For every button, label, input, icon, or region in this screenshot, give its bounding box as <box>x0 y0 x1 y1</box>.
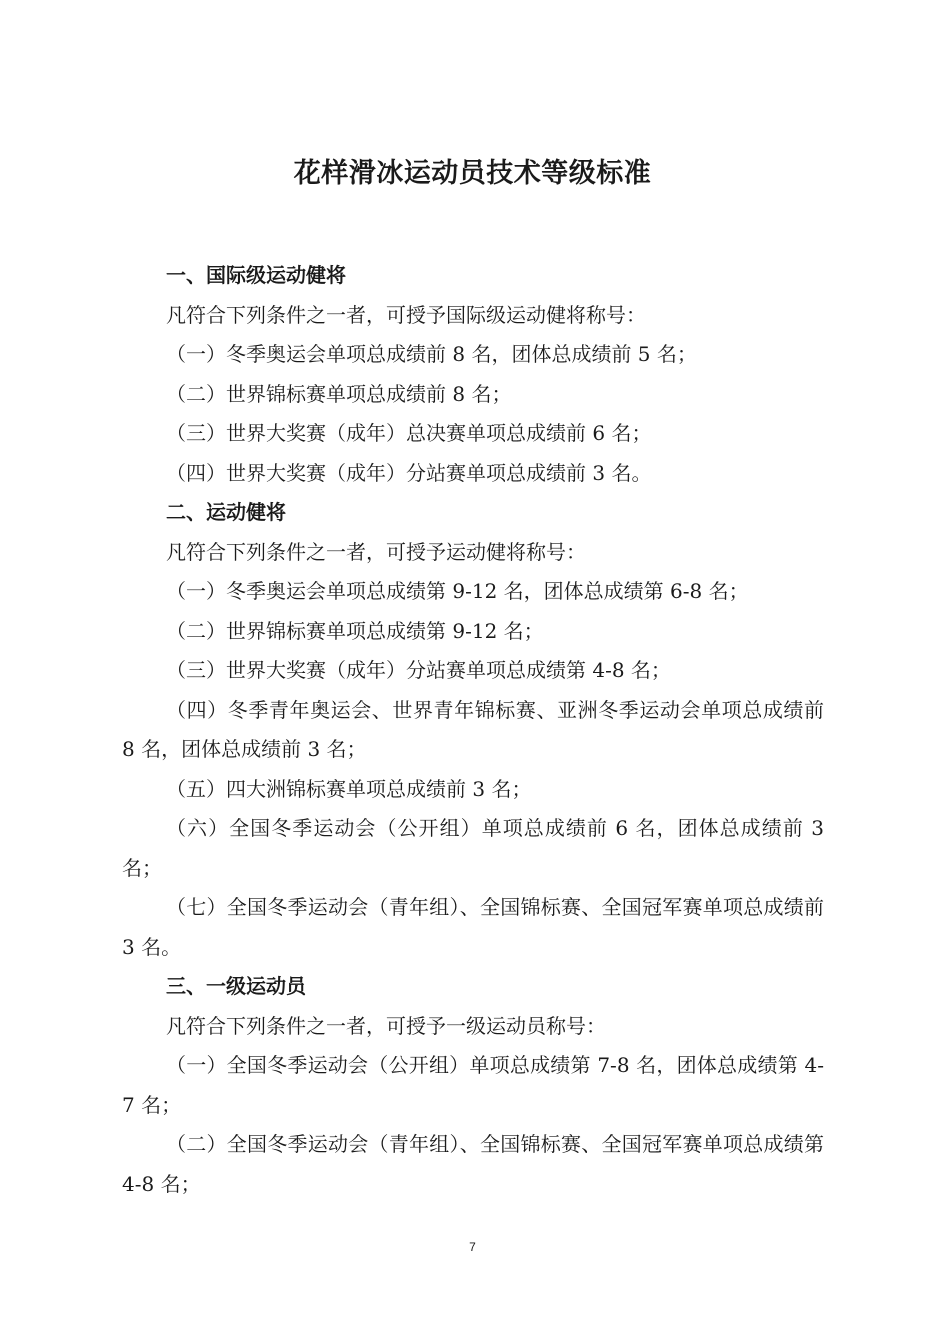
document-title: 花样滑冰运动员技术等级标准 <box>293 158 652 189</box>
criteria-item: （七）全国冬季运动会（青年组）、全国锦标赛、全国冠军赛单项总成绩前 3 名。 <box>122 895 824 959</box>
criteria-item: （五）四大洲锦标赛单项总成绩前 3 名； <box>166 776 532 801</box>
section-intro: 凡符合下列条件之一者，可授予运动健将称号： <box>166 539 586 564</box>
criteria-item: （一）冬季奥运会单项总成绩前 8 名，团体总成绩前 5 名； <box>166 342 697 366</box>
criteria-item: （一）全国冬季运动会（公开组）单项总成绩第 7-8 名，团体总成绩第 4-7 名； <box>122 1053 824 1117</box>
section-intro: 凡符合下列条件之一者，可授予国际级运动健将称号： <box>166 302 646 327</box>
criteria-item: （四）世界大奖赛（成年）分站赛单项总成绩前 3 名。 <box>166 460 652 485</box>
criteria-item: （二）世界锦标赛单项总成绩第 9-12 名； <box>166 618 544 643</box>
criteria-item: （六）全国冬季运动会（公开组）单项总成绩前 6 名，团体总成绩前 3 名； <box>122 816 824 880</box>
criteria-item: （二）全国冬季运动会（青年组）、全国锦标赛、全国冠军赛单项总成绩第 4-8 名； <box>122 1132 824 1196</box>
section-heading: 三、一级运动员 <box>166 974 306 998</box>
criteria-item: （二）世界锦标赛单项总成绩前 8 名； <box>166 381 512 406</box>
criteria-item: （三）世界大奖赛（成年）总决赛单项总成绩前 6 名； <box>166 421 652 445</box>
section-heading: 一、国际级运动健将 <box>166 263 346 287</box>
page-number: 7 <box>469 1240 476 1254</box>
document-body <box>122 256 824 1204</box>
section-intro: 凡符合下列条件之一者，可授予一级运动员称号： <box>166 1013 606 1038</box>
criteria-item: （一）冬季奥运会单项总成绩第 9-12 名，团体总成绩第 6-8 名； <box>166 579 749 603</box>
criteria-item: （四）冬季青年奥运会、世界青年锦标赛、亚洲冬季运动会单项总成绩前 8 名，团体总成绩前 3 名； <box>122 697 824 761</box>
criteria-item: （三）世界大奖赛（成年）分站赛单项总成绩第 4-8 名； <box>166 658 671 682</box>
section-heading: 二、运动健将 <box>166 500 286 524</box>
